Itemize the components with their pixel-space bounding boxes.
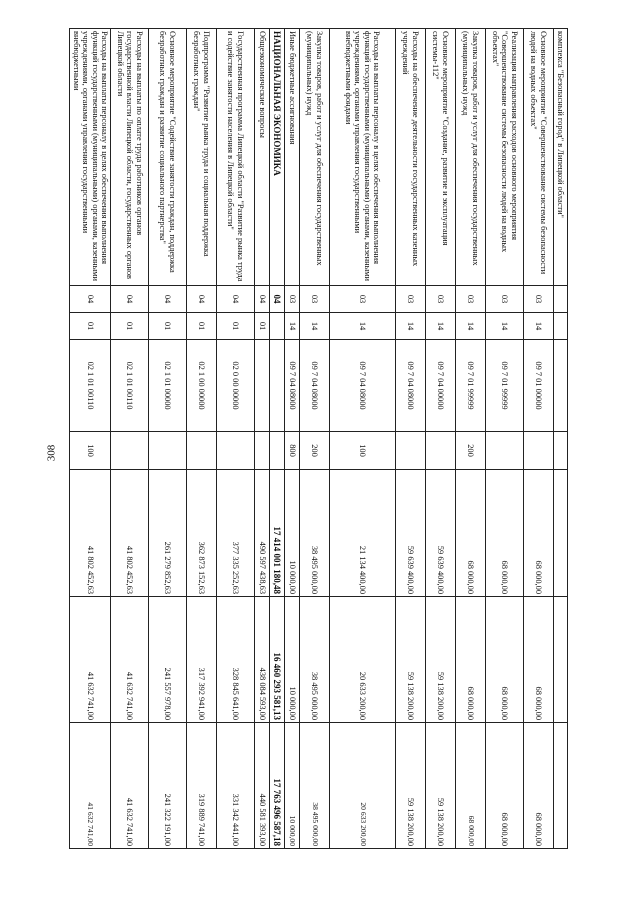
expense-type-code <box>486 432 524 470</box>
amount-year-2: 241 557 978,00 <box>149 597 187 723</box>
expense-type-code <box>270 432 285 470</box>
amount-year-1: 377 335 252,63 <box>217 470 255 597</box>
expense-type-code <box>187 432 217 470</box>
amount-year-3: 17 763 496 587,18 <box>270 723 285 849</box>
amount-year-2: 41 632 741,00 <box>70 597 111 723</box>
amount-year-2: 59 138 200,00 <box>396 597 426 723</box>
section-code: 04 <box>111 286 149 313</box>
amount-year-1: 68 000,00 <box>456 470 486 597</box>
subsection-code: 14 <box>330 313 396 340</box>
target-article-code: 09 7 01 99999 <box>486 340 524 432</box>
row-name: Основное мероприятие "Создание, развитие и эксплуатация системы-112" <box>426 29 456 286</box>
subsection-code <box>270 313 285 340</box>
amount-year-2: 68 000,00 <box>486 597 524 723</box>
amount-year-2: 41 632 741,00 <box>111 597 149 723</box>
expense-type-code <box>217 432 255 470</box>
amount-year-3: 68 000,00 <box>486 723 524 849</box>
amount-year-2: 59 138 200,00 <box>426 597 456 723</box>
row-name: Подпрограмма "Развитие рынка труда и социальная поддержка безработных граждан" <box>187 29 217 286</box>
section-code: 03 <box>486 286 524 313</box>
expense-type-code <box>524 432 554 470</box>
target-article-code <box>270 340 285 432</box>
target-article-code: 02 1 01 00110 <box>111 340 149 432</box>
row-name: Расходы на выплаты по оплате труда работников органов государственной власти Липецкой области, государственных органов Липецкой области <box>111 29 149 286</box>
row-name: Основное мероприятие "Совершенствование системы безопасности людей на водных объектах" <box>524 29 554 286</box>
row-name: НАЦИОНАЛЬНАЯ ЭКОНОМИКА <box>270 29 285 286</box>
amount-year-2 <box>554 597 568 723</box>
row-name: Основное мероприятие "Содействие занятости граждан, поддержка безработных граждан и развитие социального партнерства" <box>149 29 187 286</box>
expense-type-code <box>149 432 187 470</box>
page-number-text: 308 <box>45 444 57 461</box>
subsection-code: 14 <box>524 313 554 340</box>
target-article-code: 09 7 01 99999 <box>456 340 486 432</box>
amount-year-2: 68 000,00 <box>456 597 486 723</box>
expense-type-code <box>426 432 456 470</box>
amount-year-3: 20 633 200,00 <box>330 723 396 849</box>
subsection-code: 01 <box>217 313 255 340</box>
target-article-code: 09 7 04 08000 <box>396 340 426 432</box>
amount-year-3: 59 138 200,00 <box>396 723 426 849</box>
section-code: 03 <box>330 286 396 313</box>
subsection-code: 14 <box>285 313 300 340</box>
expense-type-code: 100 <box>70 432 111 470</box>
amount-year-1: 41 802 452,63 <box>70 470 111 597</box>
amount-year-2: 68 000,00 <box>524 597 554 723</box>
amount-year-1: 261 279 852,63 <box>149 470 187 597</box>
target-article-code: 09 7 04 08000 <box>300 340 330 432</box>
amount-year-1: 490 597 438,63 <box>255 470 270 597</box>
subsection-code: 14 <box>300 313 330 340</box>
amount-year-3: 38 495 000,00 <box>300 723 330 849</box>
table-row <box>396 29 426 849</box>
subsection-code: 01 <box>255 313 270 340</box>
row-name: комплекса "Безопасный город" в Липецкой области" <box>554 29 568 286</box>
table-row <box>330 29 396 849</box>
amount-year-2: 328 845 641,00 <box>217 597 255 723</box>
section-code: 03 <box>524 286 554 313</box>
target-article-code: 09 7 04 00000 <box>426 340 456 432</box>
table-row <box>255 29 270 849</box>
budget-table-body <box>70 29 568 849</box>
target-article-code: 09 7 04 08000 <box>330 340 396 432</box>
subsection-code <box>554 313 568 340</box>
table-row <box>187 29 217 849</box>
target-article-code <box>554 340 568 432</box>
table-row <box>426 29 456 849</box>
amount-year-2: 438 084 593,00 <box>255 597 270 723</box>
expense-type-code: 800 <box>285 432 300 470</box>
row-name: Реализация направления расходов основного мероприятия "Совершенствование системы безопасности людей на водных объектах" <box>486 29 524 286</box>
amount-year-2: 20 633 200,00 <box>330 597 396 723</box>
section-code: 04 <box>217 286 255 313</box>
row-name: Общеэкономические вопросы <box>255 29 270 286</box>
amount-year-2: 38 495 000,00 <box>300 597 330 723</box>
amount-year-3: 41 632 741,00 <box>70 723 111 849</box>
amount-year-3: 10 000,00 <box>285 723 300 849</box>
amount-year-2: 16 460 293 581,13 <box>270 597 285 723</box>
amount-year-3: 59 138 200,00 <box>426 723 456 849</box>
amount-year-1 <box>554 470 568 597</box>
expense-type-code: 200 <box>456 432 486 470</box>
table-row <box>285 29 300 849</box>
section-code: 03 <box>300 286 330 313</box>
row-name: Расходы на выплаты персоналу в целях обеспечения выполнения функций государственными (муниципальными) органами, казенными учреждениями, органами управления государственными внебюджетными фондами <box>330 29 396 286</box>
expense-type-code <box>396 432 426 470</box>
subsection-code: 01 <box>111 313 149 340</box>
target-article-code: 02 0 00 00000 <box>217 340 255 432</box>
table-row <box>270 29 285 849</box>
expense-type-code <box>554 432 568 470</box>
section-code: 04 <box>70 286 111 313</box>
table-row <box>217 29 255 849</box>
section-code: 03 <box>285 286 300 313</box>
target-article-code: 02 1 01 00000 <box>149 340 187 432</box>
row-name: Закупка товаров, работ и услуг для обеспечения государственных (муниципальных) нужд <box>456 29 486 286</box>
amount-year-3: 68 000,00 <box>524 723 554 849</box>
row-name: Расходы на обеспечение деятельности государственных казенных учреждений <box>396 29 426 286</box>
amount-year-3: 241 322 191,00 <box>149 723 187 849</box>
table-row <box>486 29 524 849</box>
table-row <box>554 29 568 849</box>
amount-year-1: 59 639 400,00 <box>426 470 456 597</box>
amount-year-1: 68 000,00 <box>486 470 524 597</box>
amount-year-1: 362 873 152,63 <box>187 470 217 597</box>
target-article-code: 09 7 01 00000 <box>524 340 554 432</box>
target-article-code <box>255 340 270 432</box>
amount-year-3: 319 889 741,00 <box>187 723 217 849</box>
subsection-code: 14 <box>396 313 426 340</box>
table-row <box>70 29 111 849</box>
amount-year-1: 17 414 001 180,48 <box>270 470 285 597</box>
amount-year-2: 10 000,00 <box>285 597 300 723</box>
row-name: Закупка товаров, работ и услуг для обеспечения государственных (муниципальных) нужд <box>300 29 330 286</box>
expense-type-code <box>111 432 149 470</box>
table-row <box>456 29 486 849</box>
section-code: 04 <box>149 286 187 313</box>
amount-year-1: 38 495 000,00 <box>300 470 330 597</box>
amount-year-1: 21 134 400,00 <box>330 470 396 597</box>
amount-year-1: 41 802 452,63 <box>111 470 149 597</box>
section-code: 04 <box>255 286 270 313</box>
section-code: 03 <box>396 286 426 313</box>
row-name: Государственная программа Липецкой области "Развитие рынка труда и содействие занятости населения в Липецкой области" <box>217 29 255 286</box>
amount-year-1: 59 639 400,00 <box>396 470 426 597</box>
section-code: 04 <box>270 286 285 313</box>
table-row <box>149 29 187 849</box>
table-row <box>300 29 330 849</box>
target-article-code: 02 1 01 00110 <box>70 340 111 432</box>
section-code: 04 <box>187 286 217 313</box>
amount-year-1: 68 000,00 <box>524 470 554 597</box>
expense-type-code: 200 <box>300 432 330 470</box>
row-name: Расходы на выплаты персоналу в целях обеспечения выполнения функций государственными (муниципальными) органами, казенными учреждениями, органами управления государственными внебюджетными <box>70 29 111 286</box>
budget-table <box>69 28 568 849</box>
table-row <box>524 29 554 849</box>
table-row <box>111 29 149 849</box>
section-code: 03 <box>426 286 456 313</box>
row-name: Иные бюджетные ассигнования <box>285 29 300 286</box>
subsection-code: 14 <box>486 313 524 340</box>
subsection-code: 14 <box>456 313 486 340</box>
amount-year-1: 10 000,00 <box>285 470 300 597</box>
section-code <box>554 286 568 313</box>
amount-year-2: 317 392 941,00 <box>187 597 217 723</box>
subsection-code: 01 <box>187 313 217 340</box>
expense-type-code <box>255 432 270 470</box>
subsection-code: 14 <box>426 313 456 340</box>
amount-year-3: 41 632 741,00 <box>111 723 149 849</box>
amount-year-3: 331 342 441,00 <box>217 723 255 849</box>
subsection-code: 01 <box>70 313 111 340</box>
expense-type-code: 100 <box>330 432 396 470</box>
amount-year-3 <box>554 723 568 849</box>
subsection-code: 01 <box>149 313 187 340</box>
amount-year-3: 440 581 393,00 <box>255 723 270 849</box>
section-code: 03 <box>456 286 486 313</box>
target-article-code: 02 1 00 00000 <box>187 340 217 432</box>
amount-year-3: 68 000,00 <box>456 723 486 849</box>
rotated-table-wrapper <box>60 28 568 848</box>
target-article-code: 09 7 04 08000 <box>285 340 300 432</box>
